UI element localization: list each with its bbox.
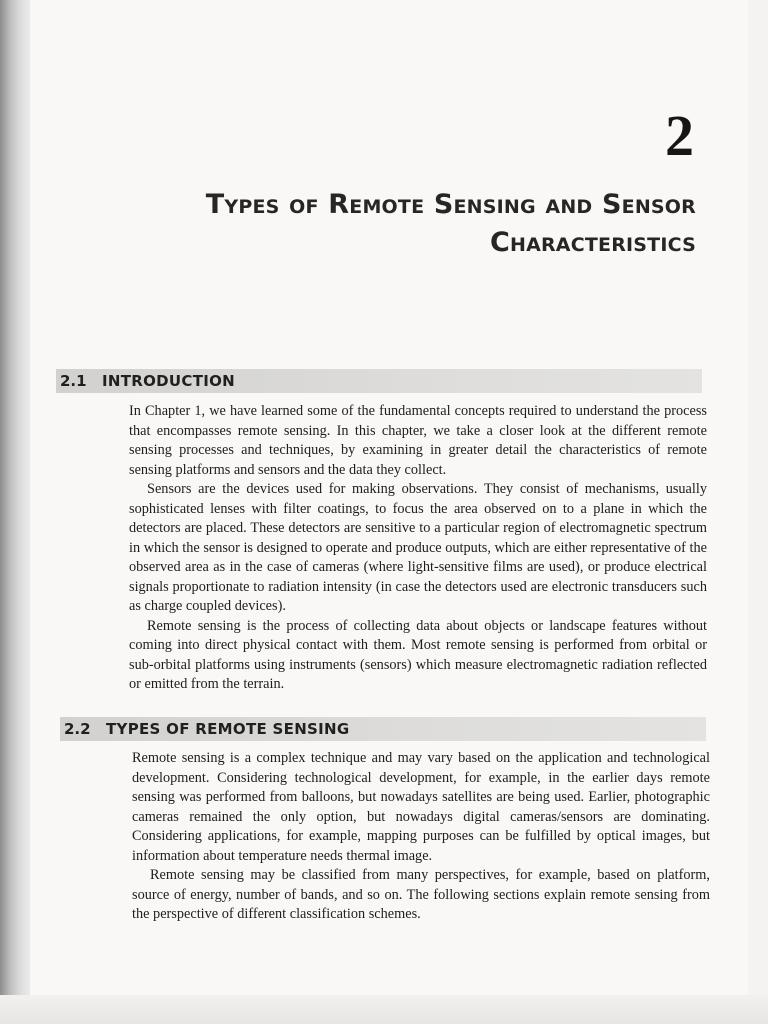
page-bottom-edge <box>0 995 768 1024</box>
section-number: 2.2 <box>64 720 91 738</box>
paragraph: In Chapter 1, we have learned some of the fundamental concepts required to understand the process that encompasses remote sensing. In this chapter, we take a closer look at the different remote sensing processes and techniques, by examining in greater detail the characteristics of remote sensing platforms and sensors and the data they collect. <box>129 403 707 478</box>
section-number: 2.1 <box>60 372 87 390</box>
section-heading: INTRODUCTION <box>102 372 236 390</box>
chapter-title: Types of Remote Sensing and Sensor Characteristics <box>205 189 696 258</box>
types-of-remote-sensing-body <box>132 749 710 925</box>
paragraph: Remote sensing may be classified from many perspectives, for example, based on platform, source of energy, number of bands, and so on. The following sections explain remote sensing from the perspective of different classification schemes. <box>132 867 710 922</box>
book-spine-shadow <box>0 0 30 1024</box>
paragraph: Sensors are the devices used for making observations. They consist of mechanisms, usually sophisticated lenses with filter coatings, to focus the area observed on to a plane in which the detectors are placed. These detectors are sensitive to a particular region of electromagnetic spectrum in which the sensor is designed to operate and produce outputs, which are either representative of the observed area as in the case of cameras (where light-sensitive films are used), or produce electrical signals proportionate to radiation intensity (in case the detectors used are electronic transducers such as charge coupled devices). <box>129 481 707 614</box>
paragraph: Remote sensing is the process of collecting data about objects or landscape features without coming into direct physical contact with them. Most remote sensing is performed from orbital or sub-orbital platforms using instruments (sensors) which measure electromagnetic radiation reflected or emitted from the terrain. <box>129 617 707 692</box>
chapter-number: 2 <box>665 103 694 168</box>
paragraph: Remote sensing is a complex technique and may vary based on the application and technological development. Considering technological development, for example, in the earlier days remote sensing was performed from balloons, but nowadays satellites are being used. Earlier, photographic cameras remained the only option, but nowadays digital cameras/sensors are dominating. Considering applications, for example, mapping purposes can be fulfilled by optical images, but information about temperature needs thermal image. <box>132 750 710 864</box>
section-header-types-of-remote-sensing <box>60 717 706 741</box>
introduction-body <box>129 402 707 695</box>
section-header-introduction <box>56 369 702 393</box>
section-heading: TYPES OF REMOTE SENSING <box>106 720 350 738</box>
